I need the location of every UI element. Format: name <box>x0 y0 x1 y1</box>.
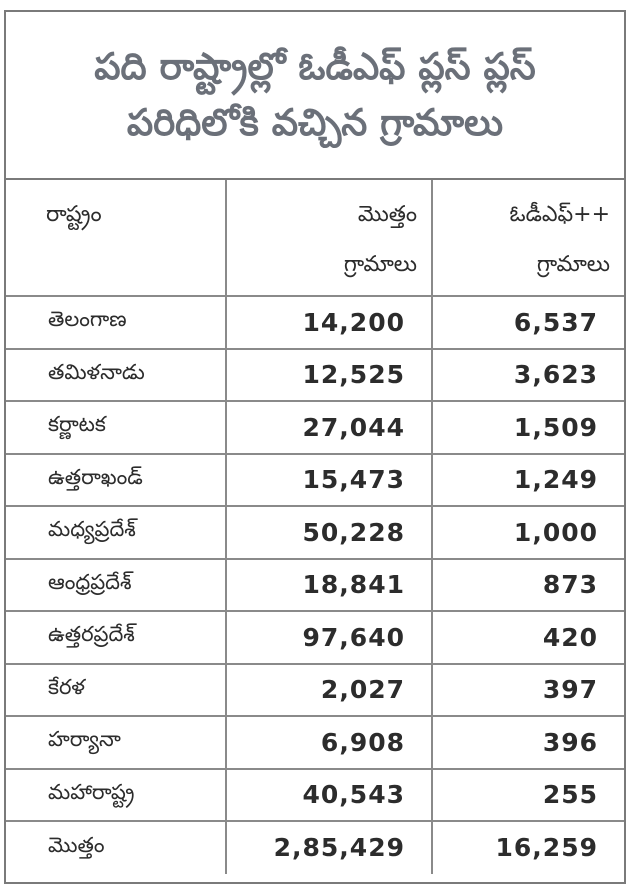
table-row <box>6 559 624 612</box>
total-villages-cell: 14,200 <box>226 296 432 349</box>
title-line-2: పరిధిలోకి వచ్చిన గ్రామాలు <box>126 101 504 144</box>
state-cell: మహారాష్ట్ర <box>6 769 226 822</box>
total-villages-cell: 6,908 <box>226 716 432 769</box>
state-cell: మధ్యప్రదేశ్ <box>6 506 226 559</box>
table-row <box>6 401 624 454</box>
table-row <box>6 349 624 402</box>
total-villages-cell: 27,044 <box>226 401 432 454</box>
title-line-1: పది రాష్ట్రాల్లో ఓడీఎఫ్ ప్లస్ ప్లస్ <box>94 45 536 88</box>
total-villages-cell: 18,841 <box>226 559 432 612</box>
total-villages-cell: 2,027 <box>226 664 432 717</box>
total-villages-cell: 12,525 <box>226 349 432 402</box>
odf-villages-cell: 3,623 <box>432 349 624 402</box>
header-state <box>6 180 226 296</box>
total-villages-cell: 97,640 <box>226 611 432 664</box>
header-odf-line2: గ్రామాలు <box>536 252 610 277</box>
table-row <box>6 296 624 349</box>
table-row <box>6 769 624 822</box>
total-label-cell: మొత్తం <box>6 821 226 874</box>
table-row <box>6 664 624 717</box>
villages-table <box>6 180 624 874</box>
odf-villages-cell: 420 <box>432 611 624 664</box>
total-villages-cell: 15,473 <box>226 454 432 507</box>
odf-villages-cell: 873 <box>432 559 624 612</box>
state-cell: ఉత్తరప్రదేశ్ <box>6 611 226 664</box>
odf-villages-cell: 396 <box>432 716 624 769</box>
odf-villages-cell: 1,249 <box>432 454 624 507</box>
state-cell: హర్యానా <box>6 716 226 769</box>
table-row <box>6 506 624 559</box>
header-total-villages <box>226 180 432 296</box>
table-row <box>6 611 624 664</box>
total-villages-cell: 40,543 <box>226 769 432 822</box>
title-block <box>6 12 624 180</box>
grand-total-villages-cell: 2,85,429 <box>226 821 432 874</box>
odf-villages-cell: 6,537 <box>432 296 624 349</box>
header-total-line1: మొత్తం <box>357 202 417 227</box>
state-cell: ఆంధ్రప్రదేశ్ <box>6 559 226 612</box>
state-cell: తెలంగాణ <box>6 296 226 349</box>
infographic-frame <box>4 10 626 884</box>
total-villages-cell: 50,228 <box>226 506 432 559</box>
table-total-row <box>6 821 624 874</box>
state-cell: కేరళ <box>6 664 226 717</box>
header-state-label: రాష్ట్రం <box>46 202 102 227</box>
header-odf-villages <box>432 180 624 296</box>
state-cell: తమిళనాడు <box>6 349 226 402</box>
table-row <box>6 454 624 507</box>
state-cell: ఉత్తరాఖండ్ <box>6 454 226 507</box>
odf-villages-cell: 1,509 <box>432 401 624 454</box>
header-total-line2: గ్రామాలు <box>343 252 417 277</box>
odf-villages-cell: 397 <box>432 664 624 717</box>
grand-total-odf-cell: 16,259 <box>432 821 624 874</box>
odf-villages-cell: 255 <box>432 769 624 822</box>
state-cell: కర్ణాటక <box>6 401 226 454</box>
header-odf-line1: ఓడీఎఫ్++ <box>509 202 610 227</box>
odf-villages-cell: 1,000 <box>432 506 624 559</box>
table-row <box>6 716 624 769</box>
table-header-row <box>6 180 624 296</box>
